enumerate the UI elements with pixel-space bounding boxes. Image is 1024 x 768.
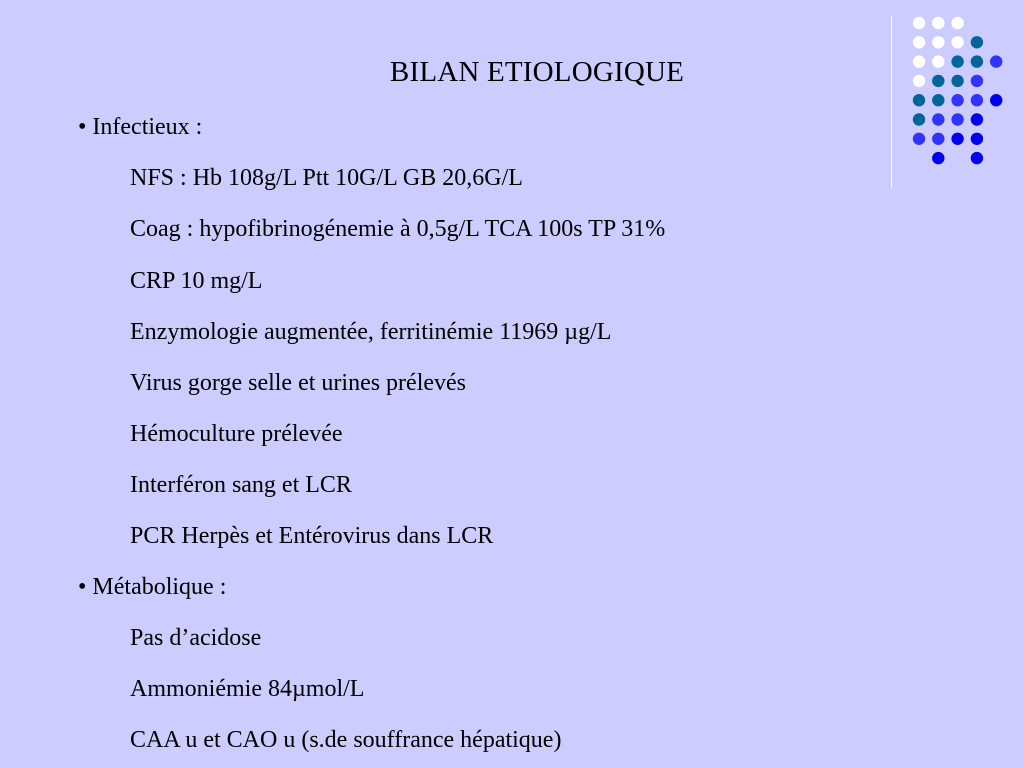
decorative-dot <box>951 17 963 29</box>
decorative-dot <box>932 55 944 67</box>
decorative-dot <box>971 75 983 87</box>
decorative-dot <box>913 17 925 29</box>
list-item: NFS : Hb 108g/L Ptt 10G/L GB 20,6G/L <box>130 165 523 191</box>
decorative-dot <box>990 94 1002 106</box>
decorative-dot <box>971 36 983 48</box>
list-item: Hémoculture prélevée <box>130 421 343 447</box>
section-heading-infectieux: • Infectieux : <box>78 114 203 140</box>
decorative-dot <box>951 55 963 67</box>
decorative-dot <box>932 94 944 106</box>
decorative-dot <box>951 94 963 106</box>
decorative-dot <box>990 55 1002 67</box>
decorative-dot <box>932 133 944 145</box>
decorative-dot <box>951 75 963 87</box>
decorative-dot <box>971 152 983 164</box>
decorative-dot <box>932 36 944 48</box>
decorative-dot <box>913 55 925 67</box>
slide-title: BILAN ETIOLOGIQUE <box>389 56 685 88</box>
decorative-dot <box>971 94 983 106</box>
list-item: CAA u et CAO u (s.de souffrance hépatique) <box>130 727 562 753</box>
decorative-dot <box>913 75 925 87</box>
decorative-dot <box>951 113 963 125</box>
list-item: CRP 10 mg/L <box>130 268 263 294</box>
decorative-dot <box>951 133 963 145</box>
list-item: Ammoniémie 84µmol/L <box>130 676 365 702</box>
decorative-dot <box>913 36 925 48</box>
decorative-dot <box>951 36 963 48</box>
section-heading-metabolique: • Métabolique : <box>78 574 227 600</box>
decorative-dot <box>913 113 925 125</box>
list-item: Coag : hypofibrinogénemie à 0,5g/L TCA 100s TP 31% <box>130 216 666 242</box>
decorative-dot <box>971 55 983 67</box>
list-item: Interféron sang et LCR <box>130 472 352 498</box>
decorative-dot <box>932 75 944 87</box>
decorative-dot <box>932 113 944 125</box>
decorative-dot <box>913 133 925 145</box>
decorative-vertical-line <box>891 16 892 188</box>
list-item: Virus gorge selle et urines prélevés <box>130 370 467 396</box>
decorative-dot <box>932 152 944 164</box>
list-item: Pas d’acidose <box>130 625 262 651</box>
list-item: PCR Herpès et Entérovirus dans LCR <box>130 523 494 549</box>
list-item: Enzymologie augmentée, ferritinémie 11969 µg/L <box>130 319 612 345</box>
decorative-dot <box>932 17 944 29</box>
decorative-dot <box>971 133 983 145</box>
decorative-dot <box>913 94 925 106</box>
decorative-dot <box>971 113 983 125</box>
